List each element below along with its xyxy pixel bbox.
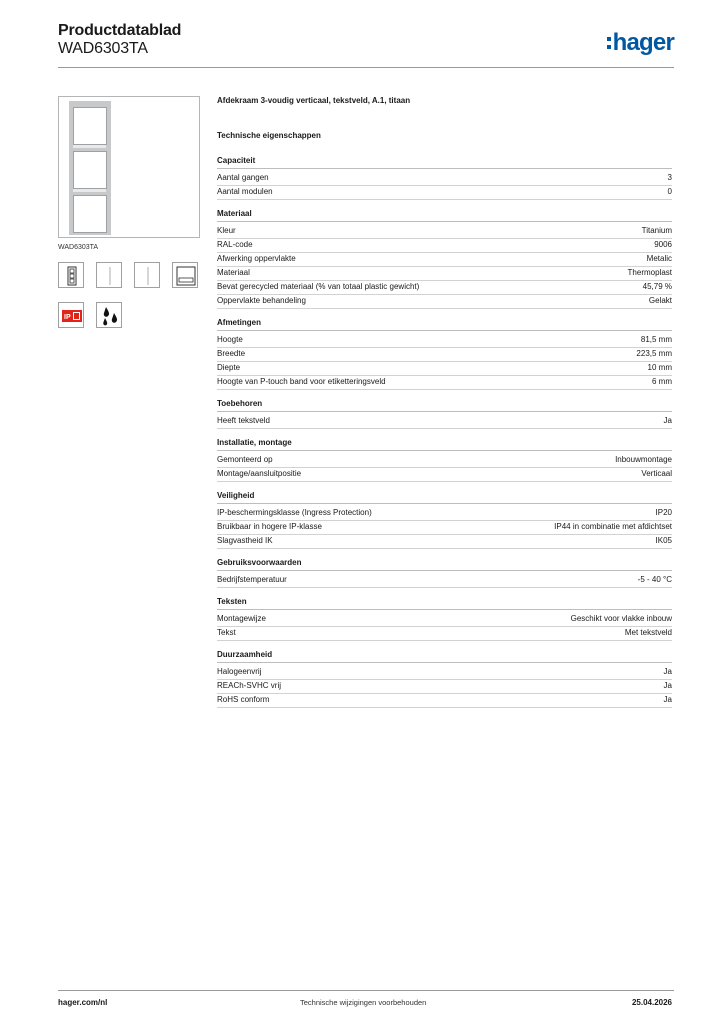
technical-properties-title: Technische eigenschappen <box>217 131 321 140</box>
spec-label: Afwerking oppervlakte <box>217 254 296 263</box>
spec-row <box>217 506 672 521</box>
section-title: Veiligheid <box>217 491 672 504</box>
spec-value: 10 mm <box>647 363 672 372</box>
spec-row <box>217 280 672 295</box>
spec-row <box>217 534 672 549</box>
spec-value: Titanium <box>641 226 672 235</box>
spec-label: Bevat gerecycled materiaal (% van totaal plastic gewicht) <box>217 282 420 291</box>
spec-value: 223,5 mm <box>636 349 672 358</box>
spec-label: Slagvastheid IK <box>217 536 273 545</box>
spec-row <box>217 467 672 482</box>
spec-label: Oppervlakte behandeling <box>217 296 306 305</box>
spec-value: Met tekstveld <box>624 628 672 637</box>
spec-value: Metalic <box>646 254 672 263</box>
ip-rating-icon <box>58 302 84 328</box>
footer-divider <box>58 990 674 991</box>
spec-row <box>217 520 672 535</box>
spec-row <box>217 361 672 376</box>
document-title: Productdatablad <box>58 22 182 39</box>
single-line-icon <box>96 262 122 288</box>
spec-row <box>217 573 672 588</box>
spec-row <box>217 185 672 200</box>
header-divider <box>58 67 674 68</box>
section-title: Gebruiksvoorwaarden <box>217 558 672 571</box>
footer-notice: Technische wijzigingen voorbehouden <box>300 998 427 1007</box>
footer-website[interactable]: hager.com/nl <box>58 998 108 1007</box>
spec-value: 81,5 mm <box>640 335 672 344</box>
spec-value: Inbouwmontage <box>615 455 672 464</box>
spec-label: RoHS conform <box>217 695 270 704</box>
footer-date: 25.04.2026 <box>631 998 672 1007</box>
spec-label: Breedte <box>217 349 246 358</box>
spec-label: Bruikbaar in hogere IP-klasse <box>217 522 322 531</box>
logo-dots-icon <box>607 37 611 49</box>
spec-label: Gemonteerd op <box>217 455 273 464</box>
product-image <box>58 96 200 238</box>
spec-row <box>217 375 672 390</box>
spec-label: Kleur <box>217 226 236 235</box>
spec-value: Gelakt <box>648 296 672 305</box>
image-caption: WAD6303TA <box>58 244 99 251</box>
spec-label: Montagewijze <box>217 614 266 623</box>
spec-label: Tekst <box>217 628 236 637</box>
spec-label: Materiaal <box>217 268 250 277</box>
spec-row <box>217 266 672 281</box>
spec-value: Geschikt voor vlakke inbouw <box>570 614 672 623</box>
frame-illustration <box>69 101 111 235</box>
spec-label: Halogeenvrij <box>217 667 262 676</box>
spec-label: Diepte <box>217 363 241 372</box>
section-title: Materiaal <box>217 209 672 222</box>
section-title: Afmetingen <box>217 318 672 331</box>
spec-label: Hoogte van P-touch band voor etiketteringsveld <box>217 377 386 386</box>
spec-row <box>217 224 672 239</box>
label-field-icon <box>172 262 198 288</box>
spec-label: Aantal gangen <box>217 173 269 182</box>
single-line-icon <box>134 262 160 288</box>
spec-row <box>217 333 672 348</box>
spec-value: Verticaal <box>641 469 672 478</box>
spec-row <box>217 414 672 429</box>
spec-value: 45,79 % <box>642 282 672 291</box>
spec-value: Thermoplast <box>627 268 672 277</box>
spec-value: 0 <box>667 187 672 196</box>
water-drops-icon <box>96 302 122 328</box>
spec-value: IP44 in combinatie met afdichtset <box>554 522 672 531</box>
spec-row <box>217 294 672 309</box>
spec-label: Montage/aansluitpositie <box>217 469 302 478</box>
spec-row <box>217 171 672 186</box>
spec-label: Heeft tekstveld <box>217 416 270 425</box>
spec-label: Aantal modulen <box>217 187 273 196</box>
spec-label: IP-beschermingsklasse (Ingress Protection) <box>217 508 372 517</box>
section-title: Capaciteit <box>217 156 672 169</box>
section-title: Teksten <box>217 597 672 610</box>
spec-value: Ja <box>663 416 672 425</box>
section-title: Installatie, montage <box>217 438 672 451</box>
spec-value: Ja <box>663 681 672 690</box>
spec-value: IK05 <box>655 536 672 545</box>
page-header <box>58 20 674 68</box>
triple-vertical-frame-icon <box>58 262 84 288</box>
svg-text:IP: IP <box>64 314 71 321</box>
spec-value: -5 - 40 °C <box>637 575 672 584</box>
spec-label: Bedrijfstemperatuur <box>217 575 287 584</box>
spec-row <box>217 693 672 708</box>
spec-value: 9006 <box>654 240 672 249</box>
spec-value: 6 mm <box>652 377 672 386</box>
product-code: WAD6303TA <box>58 40 148 57</box>
section-title: Duurzaamheid <box>217 650 672 663</box>
section-title: Toebehoren <box>217 399 672 412</box>
spec-label: RAL-code <box>217 240 253 249</box>
spec-row <box>217 347 672 362</box>
product-description: Afdekraam 3-voudig verticaal, tekstveld, A.1, titaan <box>217 96 411 105</box>
spec-value: IP20 <box>655 508 672 517</box>
spec-row <box>217 665 672 680</box>
spec-row <box>217 612 672 627</box>
spec-row <box>217 453 672 468</box>
spec-value: Ja <box>663 667 672 676</box>
spec-value: 3 <box>667 173 672 182</box>
spec-value: Ja <box>663 695 672 704</box>
spec-row <box>217 679 672 694</box>
spec-row <box>217 238 672 253</box>
spec-label: REACh-SVHC vrij <box>217 681 282 690</box>
logo-text: hager <box>612 29 674 56</box>
spec-row <box>217 626 672 641</box>
spec-label: Hoogte <box>217 335 243 344</box>
spec-row <box>217 252 672 267</box>
hager-logo <box>607 30 674 56</box>
